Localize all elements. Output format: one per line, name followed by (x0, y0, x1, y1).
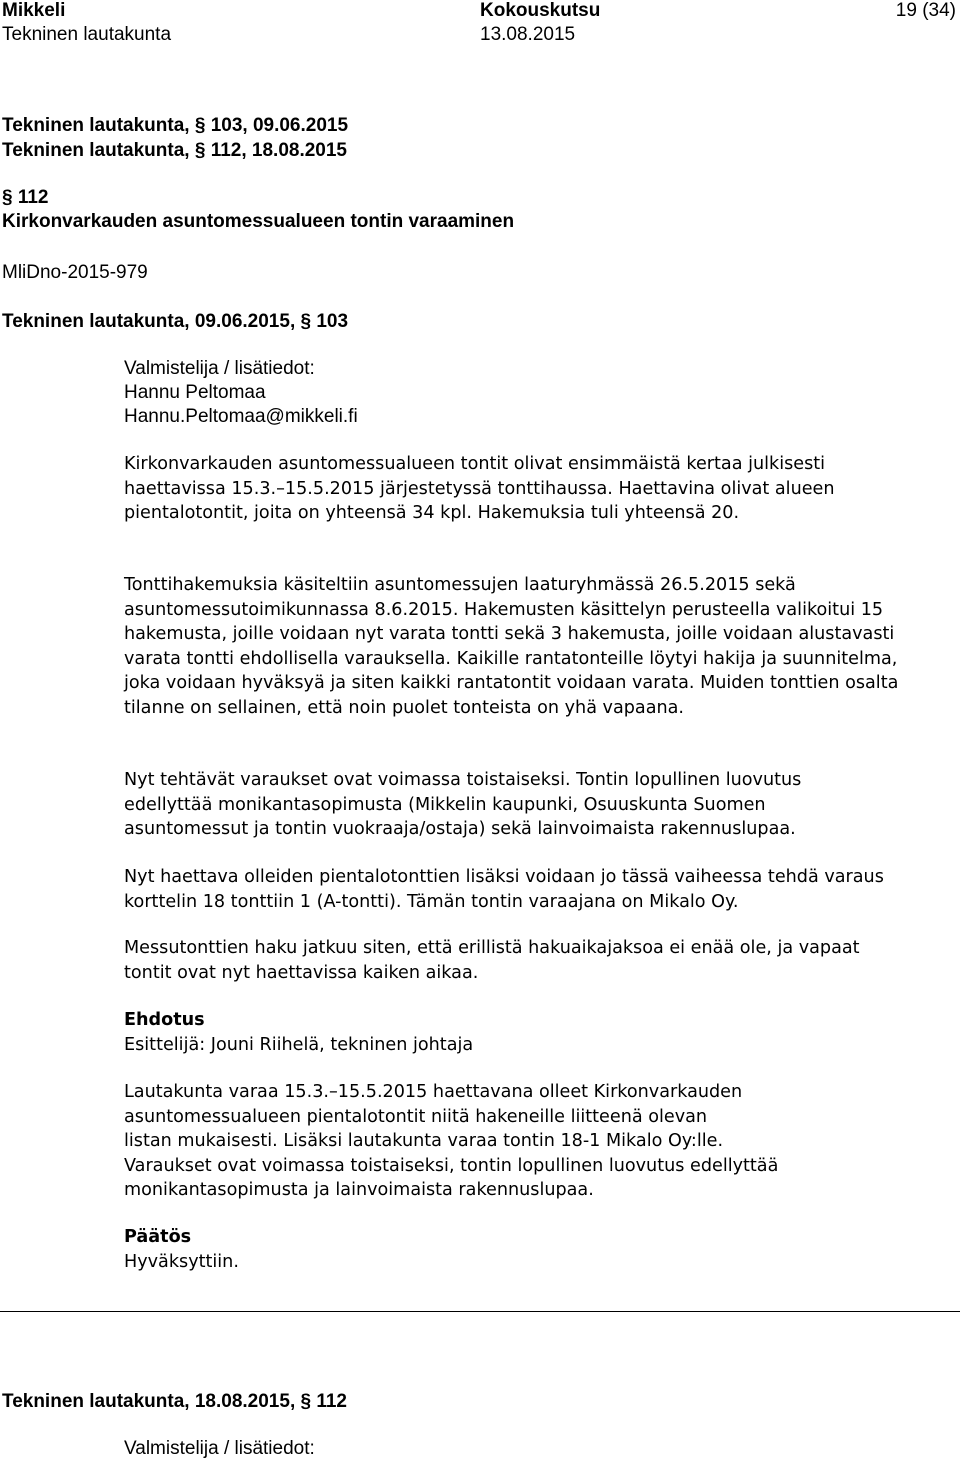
proposal-line: Varaukset ovat voimassa toistaiseksi, tontin lopullinen luovutus edellyttää (124, 1155, 779, 1176)
page-number: 19 (34) (895, 0, 956, 21)
paragraph: Nyt tehtävät varaukset ovat voimassa toistaiseksi. Tontin lopullinen luovutus edellyttää monikantasopimusta (Mikkelin kaupunki, Osuuskunta Suomen asuntomessut ja tontin vuokraaja/ostaja) sekä lainvoimaista rakennuslupaa. (124, 770, 802, 840)
paragraph: Messutonttien haku jatkuu siten, että erillistä hakuaikajaksoa ei enää ole, ja vapaat tontit ovat nyt haettavissa kaiken aikaa. (124, 938, 860, 983)
preparer-name: Hannu Peltomaa (124, 382, 266, 403)
committee-name: Tekninen lautakunta (2, 24, 172, 45)
paragraph: Kirkonvarkauden asuntomessualueen tontit olivat ensimmäistä kertaa julkisesti haettavissa 15.3.–15.5.2015 järjestetyssä tonttihaussa. Haettavina olivat alueen pientalotontit, joita on yhteensä 34 kpl. Hakemuksia tuli yhteensä 20. (124, 454, 835, 524)
decision-label: Päätös (124, 1227, 192, 1247)
history-line: Tekninen lautakunta, § 103, 09.06.2015 (2, 115, 349, 136)
preparer-label: Valmistelija / lisätiedot: (124, 1438, 315, 1459)
preparer-label: Valmistelija / lisätiedot: (124, 358, 315, 379)
paragraph: Nyt haettava olleiden pientalotonttien lisäksi voidaan jo tässä vaiheessa tehdä varaus korttelin 18 tonttiin 1 (A-tontti). Tämän tontin varaajana on Mikalo Oy. (124, 867, 884, 912)
section-title: Kirkonvarkauden asuntomessualueen tontin varaaminen (2, 211, 515, 232)
document-type: Kokouskutsu (480, 0, 601, 21)
meeting-heading: Tekninen lautakunta, 09.06.2015, § 103 (2, 311, 349, 332)
preparer-email: Hannu.Peltomaa@mikkeli.fi (124, 406, 358, 427)
document-number: MliDno-2015-979 (2, 262, 148, 283)
proposal-line: Lautakunta varaa 15.3.–15.5.2015 haettavana olleet Kirkonvarkauden (124, 1082, 743, 1102)
history-line: Tekninen lautakunta, § 112, 18.08.2015 (2, 140, 347, 161)
meeting-heading: Tekninen lautakunta, 18.08.2015, § 112 (2, 1391, 347, 1412)
proposal-text (124, 1080, 924, 1203)
paragraph: Tonttihakemuksia käsiteltiin asuntomessujen laaturyhmässä 26.5.2015 sekä asuntomessutoimikunnassa 8.6.2015. Hakemusten käsittelyn perusteella valikoitui 15 hakemusta, joille voidaan nyt varata tontti sekä 3 hakemusta, joille voidaan alustavasti varata tontti ehdollisella varauksella. Kaikille rantatonteille löytyi hakija ja suunnitelma, joka voidaan hyväksyä ja siten kaikki rantatontit voidaan varata. Muiden tonttien osalta tilanne on sellainen, että noin puolet tonteista on yhä vapaana. (124, 575, 899, 718)
presenter: Esittelijä: Jouni Riihelä, tekninen johtaja (124, 1035, 474, 1055)
proposal-line: asuntomessualueen pientalotontit niitä hakeneille liitteenä olevan (124, 1106, 708, 1127)
decision: Hyväksyttiin. (124, 1252, 239, 1272)
proposal-line: monikantasopimusta ja lainvoimaista rakennuslupaa. (124, 1180, 594, 1201)
proposal-label: Ehdotus (124, 1010, 205, 1030)
org-name: Mikkeli (2, 0, 66, 21)
separator-line (0, 1311, 960, 1312)
meeting-date: 13.08.2015 (480, 24, 576, 45)
section-number: § 112 (2, 187, 49, 208)
proposal-line: listan mukaisesti. Lisäksi lautakunta varaa tontin 18-1 Mikalo Oy:lle. (124, 1131, 724, 1152)
